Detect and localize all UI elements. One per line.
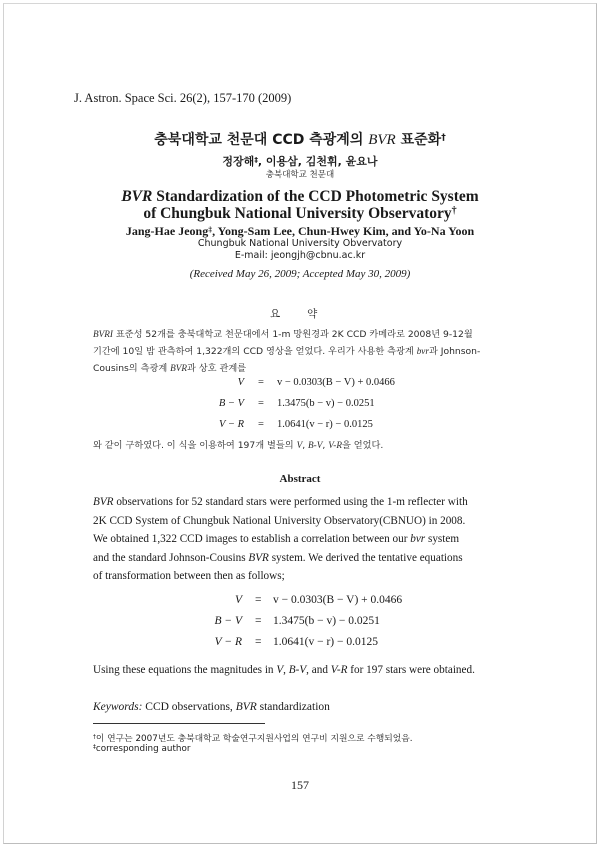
email: E-mail: jeongjh@cbnu.ac.kr bbox=[234, 250, 366, 261]
equation-rhs: v − 0.0303(B − V) + 0.0466 bbox=[277, 377, 395, 388]
abstract-l1-text: observations for 52 standard stars were performed using the 1-m reflecter with bbox=[113, 496, 468, 508]
english-title-line1-text: Standardization of the CCD Photometric System bbox=[152, 188, 479, 205]
korean-abstract-l3-b: 과 상호 관계를 bbox=[187, 363, 247, 374]
footnote-2-text: corresponding author bbox=[95, 744, 191, 754]
english-title-italic: BVR bbox=[121, 188, 153, 205]
footnote-2 bbox=[93, 744, 190, 754]
korean-abstract-l3-a: Cousins의 측광계 bbox=[93, 363, 171, 374]
keywords-italic: BVR bbox=[235, 701, 257, 713]
korean-abstract-l4-a: 와 같이 구하였다. 이 식을 이용하여 197개 별들의 bbox=[93, 440, 297, 451]
equation-lhs: V − R bbox=[214, 636, 242, 648]
abstract-line5: of transformation between then as follows; bbox=[93, 570, 285, 582]
korean-abstract-line4 bbox=[93, 437, 383, 451]
equation-row bbox=[0, 636, 600, 650]
equation-row bbox=[0, 377, 600, 391]
equation-equals: = bbox=[258, 419, 264, 430]
abstract-l4-b: system. We derived the tentative equations bbox=[268, 552, 463, 564]
korean-abstract-l4-bv: B-V bbox=[308, 440, 323, 450]
equation-lhs: B − V bbox=[214, 615, 242, 627]
equation-rhs: v − 0.0303(B − V) + 0.0466 bbox=[273, 594, 403, 606]
abstract-l3-a: We obtained 1,322 CCD images to establish a correlation between our bbox=[93, 533, 411, 545]
equation-row bbox=[0, 594, 600, 608]
korean-title-italic: BVR bbox=[368, 132, 396, 148]
korean-authors-rest: , 이용삼, 김천휘, 윤요나 bbox=[257, 155, 378, 168]
equation-equals: = bbox=[258, 377, 264, 388]
english-title-line2-text: of Chungbuk National University Observatory bbox=[143, 205, 452, 222]
english-authors bbox=[0, 224, 600, 239]
korean-title bbox=[0, 129, 600, 149]
abstract-l1-italic: BVR bbox=[93, 496, 114, 508]
abstract-line3 bbox=[93, 533, 459, 545]
equation-row bbox=[0, 419, 600, 433]
korean-authors bbox=[0, 153, 600, 169]
english-title-mark: † bbox=[451, 205, 457, 217]
korean-abstract-l4-end: 을 얻었다. bbox=[341, 440, 384, 451]
korean-abstract-line1 bbox=[93, 326, 473, 340]
keywords-label: Keywords: bbox=[93, 701, 143, 713]
footnote-1-text: 이 연구는 2007년도 충북대학교 학술연구지원사업의 연구비 지원으로 수행되었음. bbox=[95, 734, 413, 744]
abstract-line4 bbox=[93, 552, 463, 564]
korean-abstract-l2-text: 기간에 10일 밤 관측하여 1,322개의 CCD 영상을 얻었다. 우리가 사용한 측광계 bbox=[93, 346, 417, 357]
keywords bbox=[93, 701, 330, 713]
keywords-text-a: CCD observations, bbox=[142, 701, 236, 713]
english-authors-rest: , Yong-Sam Lee, Chun-Hwey Kim, and Yo-Na Yoon bbox=[212, 224, 475, 238]
english-author-first: Jang-Hae Jeong bbox=[125, 224, 209, 238]
abstract-line1 bbox=[93, 496, 468, 508]
equation-equals: = bbox=[258, 398, 264, 409]
abstract-l6-bv: B-V bbox=[288, 664, 307, 676]
equation-rhs: 1.3475(b − v) − 0.0251 bbox=[273, 615, 380, 627]
equation-lhs: V bbox=[237, 377, 244, 388]
equation-row bbox=[0, 398, 600, 412]
korean-affiliation: 충북대학교 천문대 bbox=[265, 170, 335, 180]
abstract-l6-a: Using these equations the magnitudes in bbox=[93, 664, 277, 676]
korean-title-prefix: 충북대학교 천문대 CCD 측광계의 bbox=[154, 132, 369, 148]
korean-abstract-heading-char1: 요 bbox=[270, 308, 282, 320]
korean-title-mark: † bbox=[441, 132, 446, 143]
footnote-1-mark: † bbox=[93, 734, 96, 741]
equation-equals: = bbox=[255, 594, 262, 606]
equation-rhs: 1.0641(v − r) − 0.0125 bbox=[273, 636, 378, 648]
korean-abstract-heading bbox=[270, 306, 318, 321]
korean-title-suffix: 표준화 bbox=[395, 132, 442, 148]
abstract-line2: 2K CCD System of Chungbuk National University Observatory(CBNUO) in 2008. bbox=[93, 515, 466, 527]
abstract-line6 bbox=[93, 664, 475, 676]
abstract-l4-italic: BVR bbox=[248, 552, 269, 564]
journal-reference: J. Astron. Space Sci. 26(2), 157-170 (2009) bbox=[74, 91, 292, 105]
abstract-l3-italic: bvr bbox=[410, 533, 426, 545]
equation-lhs: V bbox=[234, 594, 242, 606]
abstract-l6-b: for 197 stars were obtained. bbox=[347, 664, 475, 676]
received-dates: (Received May 26, 2009; Accepted May 30, 2009) bbox=[189, 268, 411, 280]
korean-author-mark: ‡ bbox=[254, 154, 258, 164]
equation-lhs: V − R bbox=[219, 419, 244, 430]
korean-abstract-l1-italic: BVRI bbox=[93, 329, 113, 339]
korean-abstract-l4-vr: V-R bbox=[328, 440, 342, 450]
english-author-mark: ‡ bbox=[208, 224, 213, 234]
page-number: 157 bbox=[291, 778, 309, 792]
footnote-rule bbox=[93, 723, 265, 724]
korean-abstract-l4-v: V bbox=[296, 440, 303, 450]
english-title-line1 bbox=[0, 188, 600, 206]
abstract-l6-v: V bbox=[276, 664, 284, 676]
korean-abstract-heading-char2: 약 bbox=[307, 308, 319, 320]
abstract-l3-b: system bbox=[425, 533, 460, 545]
equation-lhs: B − V bbox=[218, 398, 244, 409]
equation-row bbox=[0, 615, 600, 629]
korean-abstract-line2 bbox=[93, 343, 480, 357]
abstract-l6-comma1: , bbox=[283, 664, 289, 676]
korean-abstract-line3 bbox=[93, 360, 246, 374]
equation-equals: = bbox=[255, 636, 262, 648]
korean-author-first: 정장해 bbox=[222, 155, 255, 168]
korean-abstract-l2-italic: bvr bbox=[416, 346, 429, 356]
abstract-l6-vr: V-R bbox=[330, 664, 348, 676]
korean-abstract-l2-end: 과 Johnson- bbox=[428, 346, 481, 357]
keywords-text-b: standardization bbox=[256, 701, 330, 713]
equation-rhs: 1.0641(v − r) − 0.0125 bbox=[277, 419, 373, 430]
footnote-2-mark: ‡ bbox=[93, 744, 96, 751]
equation-rhs: 1.3475(b − v) − 0.0251 bbox=[277, 398, 375, 409]
abstract-l6-comma2: , and bbox=[306, 664, 331, 676]
korean-abstract-l1-text: 표준성 52개를 충북대학교 천문대에서 1-m 망원경과 2K CCD 카메라로 2008년 9-12월 bbox=[112, 329, 473, 340]
equation-equals: = bbox=[255, 615, 262, 627]
abstract-heading: Abstract bbox=[279, 473, 321, 485]
korean-abstract-l3-italic: BVR bbox=[170, 363, 187, 373]
english-affiliation: Chungbuk National University Obvervatory bbox=[197, 238, 403, 249]
footnote-1 bbox=[93, 731, 413, 744]
abstract-l4-a: and the standard Johnson-Cousins bbox=[93, 552, 249, 564]
korean-abstract-l4-comma2: , bbox=[322, 440, 329, 451]
english-title-line2 bbox=[0, 205, 600, 223]
korean-abstract-l4-comma1: , bbox=[302, 440, 309, 451]
